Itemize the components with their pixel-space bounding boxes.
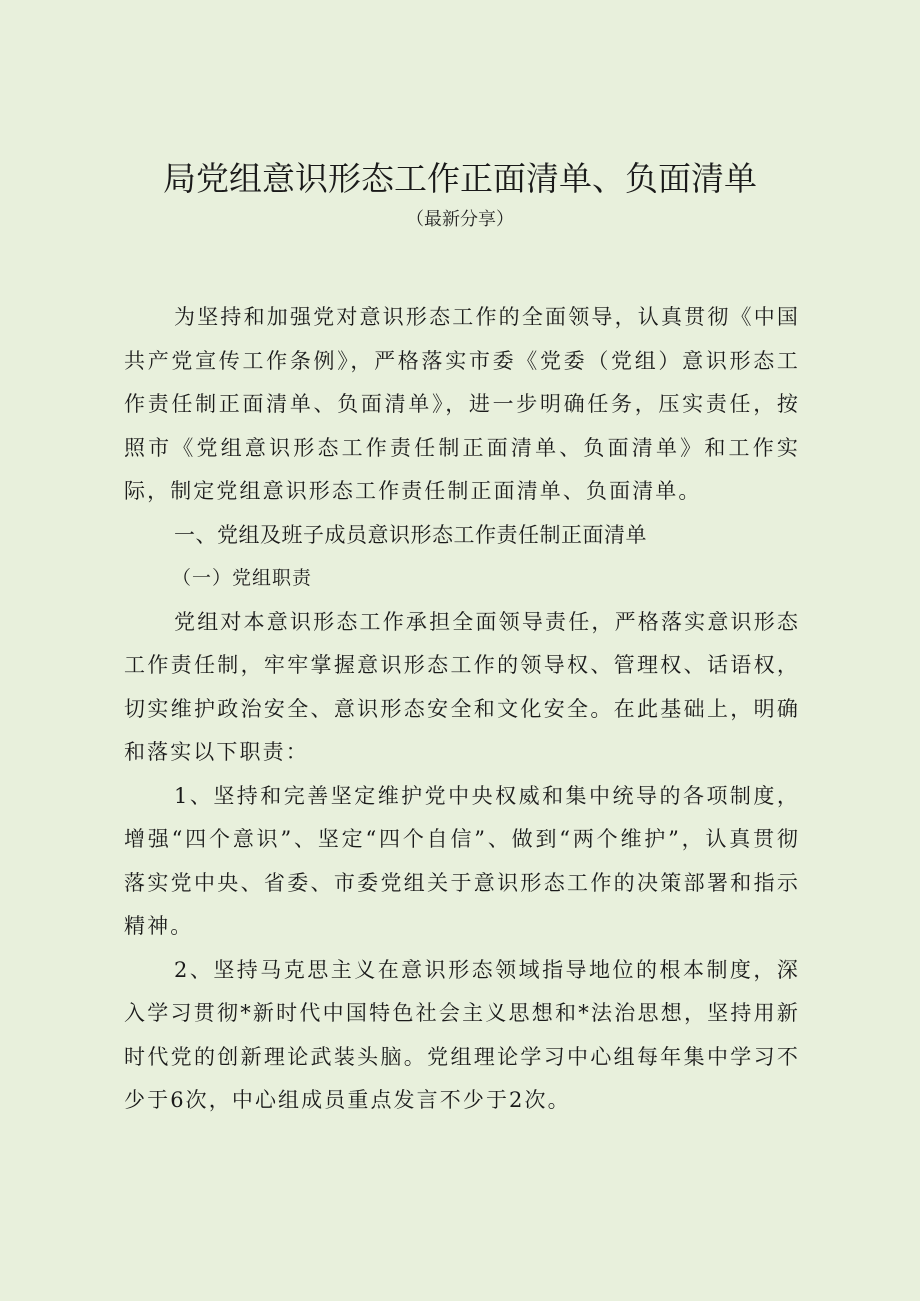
list-item-2: 2、坚持马克思主义在意识形态领域指导地位的根本制度，深入学习贯彻*新时代中国特色社会主义思想和*法治思想，坚持用新时代党的创新理论武装头脑。党组理论学习中心组每年集中学习不少于6次，中心组成员重点发言不少于2次。 [124, 957, 800, 1112]
document-title: 局党组意识形态工作正面清单、负面清单 [163, 159, 757, 198]
document-subtitle: （最新分享） [406, 209, 514, 230]
list-item-1: 1、坚持和完善坚定维护党中央权威和集中统导的各项制度，增强“四个意识”、坚定“四个自信”、做到“两个维护”，认真贯彻落实党中央、省委、市委党组关于意识形态工作的决策部署和指示精神。 [124, 783, 800, 938]
intro-paragraph: 为坚持和加强党对意识形态工作的全面领导，认真贯彻《中国共产党宣传工作条例》，严格落实市委《党委（党组）意识形态工作责任制正面清单、负面清单》，进一步明确任务，压实责任，按照市《党组意识形态工作责任制正面清单、负面清单》和工作实际，制定党组意识形态工作责任制正面清单、负面清单。 [124, 305, 800, 503]
subsection-intro-paragraph: 党组对本意识形态工作承担全面领导责任，严格落实意识形态工作责任制，牢牢掌握意识形态工作的领导权、管理权、话语权，切实维护政治安全、意识形态安全和文化安全。在此基础上，明确和落实以下职责： [124, 609, 800, 764]
subsection-heading: （一）党组职责 [172, 567, 313, 589]
document-body [124, 296, 800, 1123]
section-heading: 一、党组及班子成员意识形态工作责任制正面清单 [174, 522, 647, 547]
